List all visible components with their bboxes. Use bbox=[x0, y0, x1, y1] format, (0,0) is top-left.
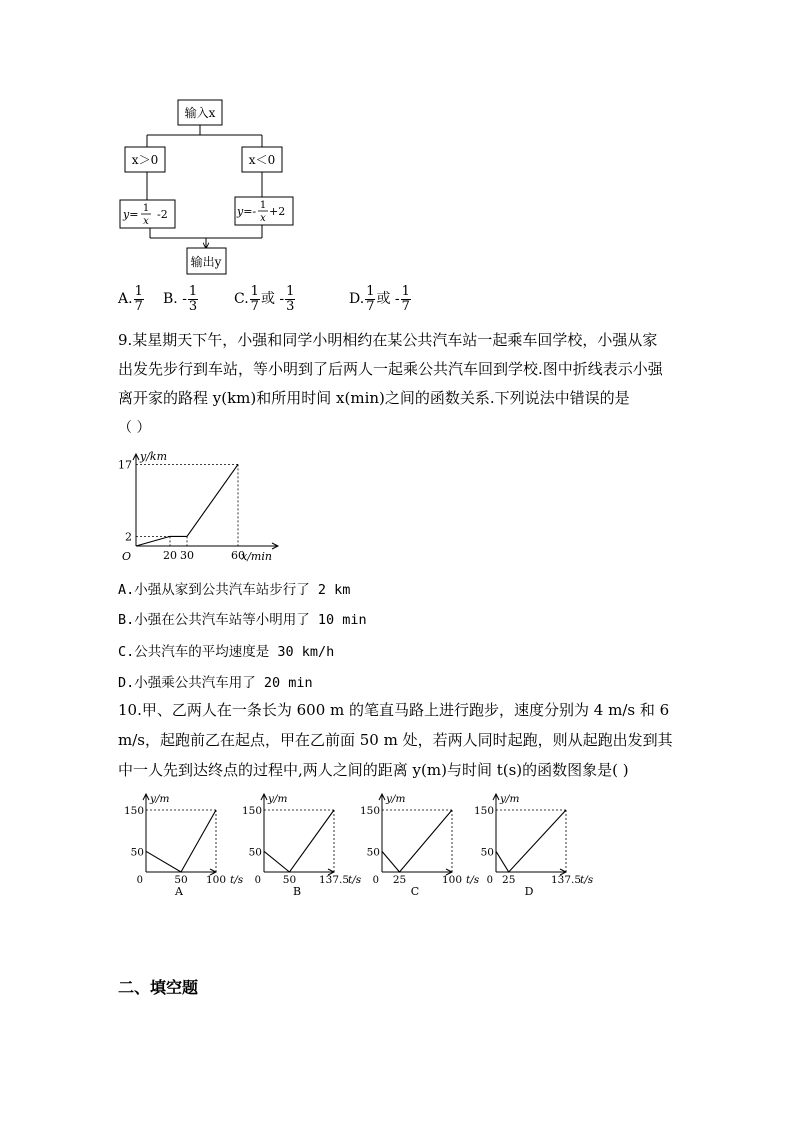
q10-y-tick-label: 150 bbox=[473, 805, 494, 817]
q10-y-tick-label: 150 bbox=[123, 805, 144, 817]
q10-x-tick-label: 100 bbox=[441, 874, 463, 886]
q9-option-a: A.小强从家到公共汽车站步行了 2 km bbox=[118, 582, 351, 598]
q8-option-c-den2: 3 bbox=[286, 298, 295, 314]
q9-option-d: D.小强乘公共汽车用了 20 min bbox=[118, 675, 313, 691]
q8-option-d-den2: 7 bbox=[401, 298, 410, 314]
q8-option-b-num: 1 bbox=[188, 283, 198, 299]
q10-graph-caption: C bbox=[410, 885, 420, 898]
q10-graph-a bbox=[116, 788, 244, 898]
q10-y-tick-label: 150 bbox=[359, 805, 380, 817]
q10-y-axis-label: y/m bbox=[386, 793, 406, 805]
q10-x-tick-label: 137.5 bbox=[550, 874, 582, 886]
q10-graph-caption: D bbox=[524, 885, 534, 898]
q8-option-c-num1: 1 bbox=[250, 283, 259, 299]
q10-x-tick-label: 100 bbox=[205, 874, 227, 886]
q10-graph-c bbox=[352, 788, 480, 898]
flow-output: 输出y bbox=[190, 255, 222, 269]
q10-x-axis-label: t/s bbox=[348, 874, 362, 886]
q8-option-a-label: A. bbox=[118, 291, 133, 307]
q10-graph-d bbox=[466, 788, 594, 898]
flow-cond-right: x＜0 bbox=[248, 153, 276, 167]
q8-option-b bbox=[163, 284, 199, 314]
q8-option-c-den1: 7 bbox=[250, 298, 259, 314]
q8-option-d-label: D. bbox=[349, 291, 365, 307]
q10-line-3: 中一人先到达终点的过程中,两人之间的距离 y(m)与时间 t(s)的函数图象是( ) bbox=[118, 761, 629, 779]
q8-option-d bbox=[349, 284, 412, 314]
q8-option-b-den: 3 bbox=[188, 298, 198, 314]
q10-y-tick-label: 50 bbox=[248, 846, 262, 859]
q9-graph bbox=[108, 448, 288, 570]
q10-y-tick-label: 50 bbox=[366, 846, 380, 859]
q10-origin-label: 0 bbox=[254, 875, 261, 886]
flow-cond-left: x＞0 bbox=[131, 153, 159, 167]
q10-x-tick-label: 137.5 bbox=[318, 874, 350, 886]
q8-option-c-num2: 1 bbox=[286, 283, 295, 299]
q9-y-axis-label: y/km bbox=[140, 450, 168, 463]
q8-option-a-den: 7 bbox=[134, 298, 143, 314]
q10-y-axis-label: y/m bbox=[268, 793, 288, 805]
q10-graph-b bbox=[234, 788, 362, 898]
q8-option-d-num1: 1 bbox=[366, 283, 375, 299]
q9-y-tick-label: 2 bbox=[125, 530, 132, 544]
q10-x-tick-label: 25 bbox=[502, 874, 516, 886]
q10-series-line bbox=[146, 810, 216, 872]
flow-formula-right-rest: +2 bbox=[269, 205, 286, 218]
q9-answer-blank: （ ） bbox=[118, 420, 151, 436]
q10-x-tick-label: 50 bbox=[282, 874, 297, 886]
q10-line-2: m/s，起跑前乙在起点，甲在乙前面 50 m 处，若两人同时起跑，则从起跑出发到其 bbox=[118, 731, 673, 749]
q8-option-d-den1: 7 bbox=[366, 298, 375, 314]
q10-y-tick-label: 50 bbox=[130, 846, 144, 859]
flow-input: 输入x bbox=[184, 106, 216, 120]
q10-graph-caption: A bbox=[175, 885, 183, 898]
q10-series-line bbox=[496, 810, 566, 872]
section-title: 二、填空题 bbox=[118, 978, 199, 997]
q10-graph-caption: B bbox=[292, 885, 302, 898]
q8-option-b-label: B. - bbox=[163, 291, 187, 307]
q10-y-axis-label: y/m bbox=[500, 793, 520, 805]
q10-y-tick-label: 150 bbox=[241, 805, 262, 817]
q10-y-axis-label: y/m bbox=[150, 793, 170, 805]
q8-flowchart bbox=[110, 95, 330, 285]
q10-series-line bbox=[264, 810, 334, 872]
q9-line-1: 9.某星期天下午，小强和同学小明相约在某公共汽车站一起乘车回学校，小强从家 bbox=[118, 331, 658, 349]
q10-x-axis-label: t/s bbox=[230, 874, 244, 886]
q9-x-tick-label: 60 bbox=[231, 549, 245, 562]
q10-series-line bbox=[382, 810, 452, 872]
q9-origin-label: O bbox=[121, 550, 131, 563]
q10-origin-label: 0 bbox=[486, 875, 493, 886]
q10-line-1: 10.甲、乙两人在一条长为 600 m 的笔直马路上进行跑步，速度分别为 4 m/s 和 6 bbox=[118, 701, 670, 719]
q9-option-b: B.小强在公共汽车站等小明用了 10 min bbox=[118, 612, 367, 628]
q10-x-tick-label: 25 bbox=[392, 874, 407, 886]
q10-y-tick-label: 50 bbox=[480, 846, 494, 859]
flow-formula-left-rest: -2 bbox=[157, 208, 168, 221]
q8-option-d-num2: 1 bbox=[401, 283, 410, 299]
q9-line-2: 出发先步行到车站，等小明到了后两人一起乘公共汽车回到学校.图中折线表示小强 bbox=[118, 360, 663, 378]
q9-x-tick-label: 30 bbox=[180, 549, 194, 562]
q8-option-a bbox=[118, 284, 145, 314]
q9-x-tick-label: 20 bbox=[163, 549, 177, 562]
flow-formula-left-den: x bbox=[143, 216, 149, 227]
flow-formula-left-num: 1 bbox=[142, 203, 150, 214]
q9-option-c: C.公共汽车的平均速度是 30 km/h bbox=[118, 644, 335, 660]
q10-origin-label: 0 bbox=[136, 875, 143, 886]
q8-option-c-label: C. bbox=[234, 291, 249, 307]
flow-formula-left-lhs: y= bbox=[123, 208, 139, 221]
q8-option-d-or: 或 - bbox=[376, 291, 400, 307]
q8-option-c-or: 或 - bbox=[260, 291, 285, 307]
q10-x-tick-label: 50 bbox=[174, 874, 188, 886]
q9-x-axis-label: x/min bbox=[241, 550, 272, 563]
q9-series-line bbox=[136, 464, 238, 546]
q9-y-tick-label: 17 bbox=[118, 458, 132, 472]
q10-x-axis-label: t/s bbox=[466, 874, 480, 886]
q10-x-axis-label: t/s bbox=[580, 874, 594, 886]
flow-formula-right-den: x bbox=[260, 213, 266, 224]
q8-option-a-num: 1 bbox=[134, 283, 143, 299]
q10-origin-label: 0 bbox=[372, 875, 379, 886]
flow-formula-right-num: 1 bbox=[259, 200, 267, 211]
q9-line-3: 离开家的路程 y(km)和所用时间 x(min)之间的函数关系.下列说法中错误的是 bbox=[118, 389, 630, 407]
q8-option-c bbox=[234, 284, 296, 314]
flow-formula-right-lhs: y=- bbox=[237, 205, 257, 218]
